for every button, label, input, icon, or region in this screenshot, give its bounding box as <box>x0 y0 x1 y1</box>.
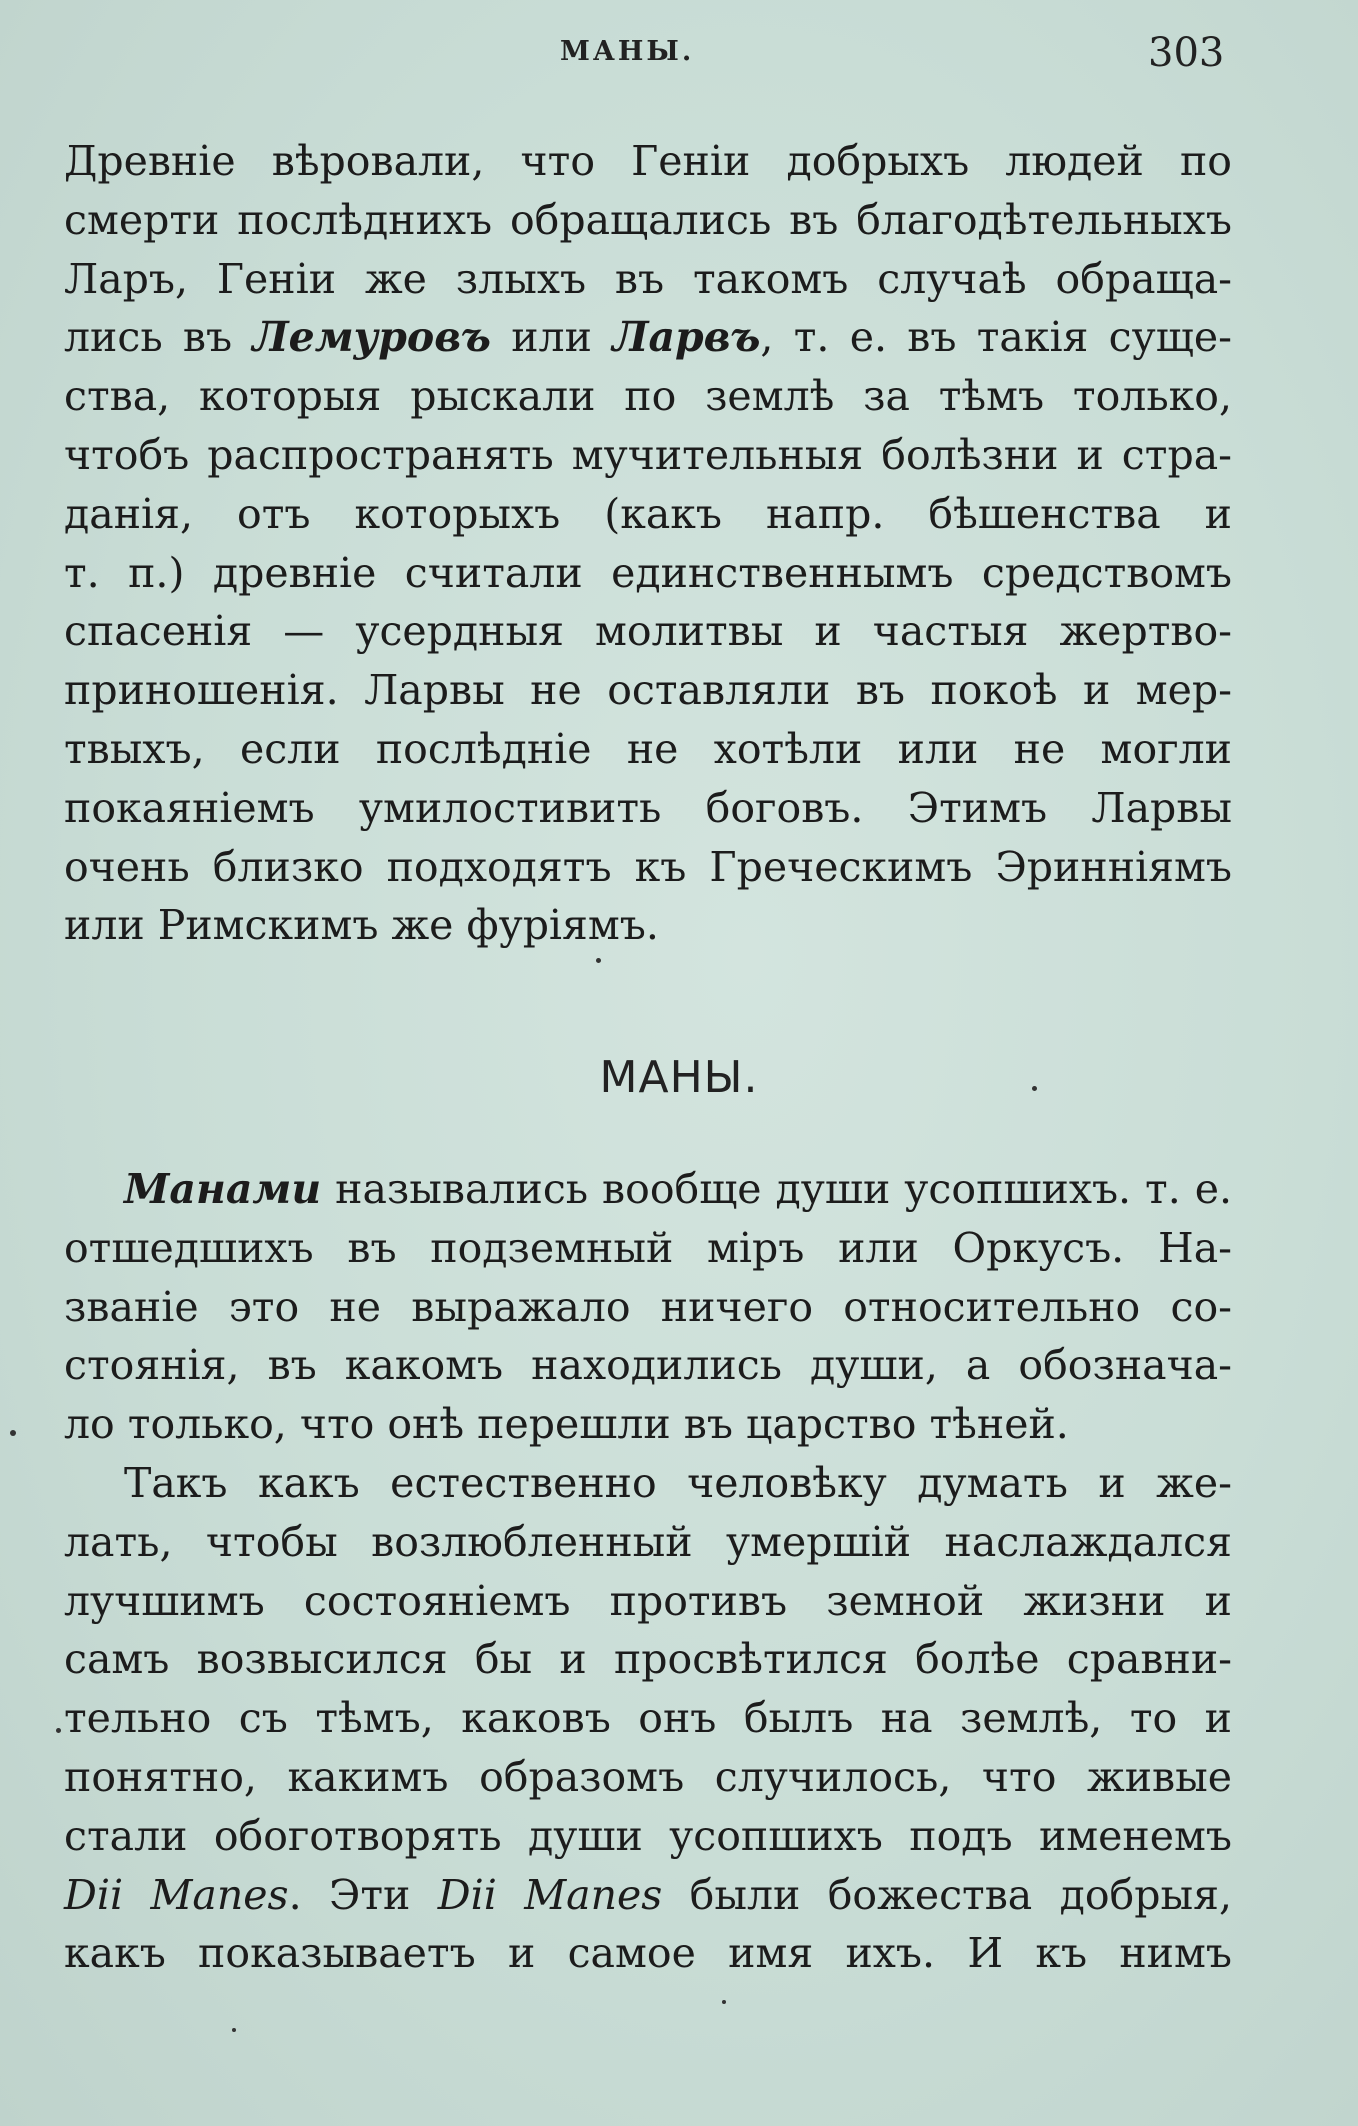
text-line: Такъ какъ естественно человѣку думать и же- <box>124 1458 1232 1507</box>
text-line: лучшимъ состояніемъ противъ земной жизни и <box>64 1576 1232 1625</box>
text-line: ства, которыя рыскали по землѣ за тѣмъ только, <box>64 372 1232 421</box>
text-line: покаяніемъ умилостивить боговъ. Этимъ Ларвы <box>64 783 1232 832</box>
text-line: тельно съ тѣмъ, каковъ онъ былъ на землѣ, то и <box>64 1694 1232 1743</box>
text-line: Dii Manes. Эти Dii Manes были божества добрыя, <box>64 1870 1232 1919</box>
emphasis-larvae: Ларвъ <box>612 313 761 362</box>
section-heading: МАНЫ. <box>599 1052 759 1103</box>
paragraph-manes-definition <box>64 1160 1232 1454</box>
text-line: или Римскимъ же фуріямъ. <box>64 901 659 950</box>
scan-speck <box>722 2000 726 2004</box>
running-head: МАНЫ. <box>560 36 695 67</box>
scan-speck <box>1032 1086 1037 1091</box>
text-line: званіе это не выражало ничего относительно со- <box>64 1282 1232 1331</box>
text-line: ло только, что онѣ перешли въ царство тѣней. <box>64 1400 1069 1449</box>
text-line: т. п.) древніе считали единственнымъ средствомъ <box>64 548 1232 597</box>
text-line: лать, чтобы возлюбленный умершій наслаждался <box>64 1517 1232 1566</box>
paragraph-lares-larvae <box>64 132 1232 955</box>
emphasis-lemures: Лемуровъ <box>252 313 491 362</box>
emphasis-dii-manes: Dii Manes <box>437 1870 663 1919</box>
text-line: отшедшихъ въ подземный міръ или Оркусъ. На- <box>64 1223 1232 1272</box>
text-line: понятно, какимъ образомъ случилось, что живые <box>64 1752 1232 1801</box>
text-line: твыхъ, если послѣдніе не хотѣли или не могли <box>64 724 1232 773</box>
text-line: стали обоготворять души усопшихъ подъ именемъ <box>64 1811 1232 1860</box>
text-line: чтобъ распространять мучительныя болѣзни и стра- <box>64 430 1232 479</box>
emphasis-manami: Манами <box>124 1165 322 1213</box>
scan-speck <box>56 1728 61 1733</box>
text-line: смерти послѣднихъ обращались въ благодѣтельныхъ <box>64 195 1232 244</box>
text-line: Ларъ, Геніи же злыхъ въ такомъ случаѣ обраща- <box>64 254 1232 303</box>
text-line: лись въ Лемуровъ или Ларвъ, т. е. въ такія суще- <box>64 313 1233 362</box>
text-line: данія, отъ которыхъ (какъ напр. бѣшенства и <box>64 489 1232 538</box>
section-body <box>64 1160 1232 1983</box>
text-line: приношенія. Ларвы не оставляли въ покоѣ и мер- <box>64 666 1232 715</box>
text-line: очень близко подходятъ къ Греческимъ Эринніямъ <box>64 842 1232 891</box>
text-line: какъ показываетъ и самое имя ихъ. И къ нимъ <box>64 1929 1232 1978</box>
text-line: Древніе вѣровали, что Геніи добрыхъ людей по <box>64 137 1232 185</box>
text-line: Манами назывались вообще души усопшихъ. т. е. <box>124 1165 1232 1213</box>
text-line: стоянія, въ какомъ находились души, а обознача- <box>64 1341 1232 1390</box>
text-line: спасенія — усердныя молитвы и частыя жертво- <box>64 607 1232 656</box>
emphasis-dii-manes: Dii Manes <box>64 1870 289 1919</box>
text-line: самъ возвысился бы и просвѣтился болѣе сравни- <box>64 1635 1232 1684</box>
scan-speck <box>232 2028 236 2032</box>
paragraph-dii-manes <box>64 1454 1232 1983</box>
scan-speck <box>596 958 601 963</box>
scan-speck <box>10 1430 16 1436</box>
page-number: 303 <box>1148 30 1225 76</box>
